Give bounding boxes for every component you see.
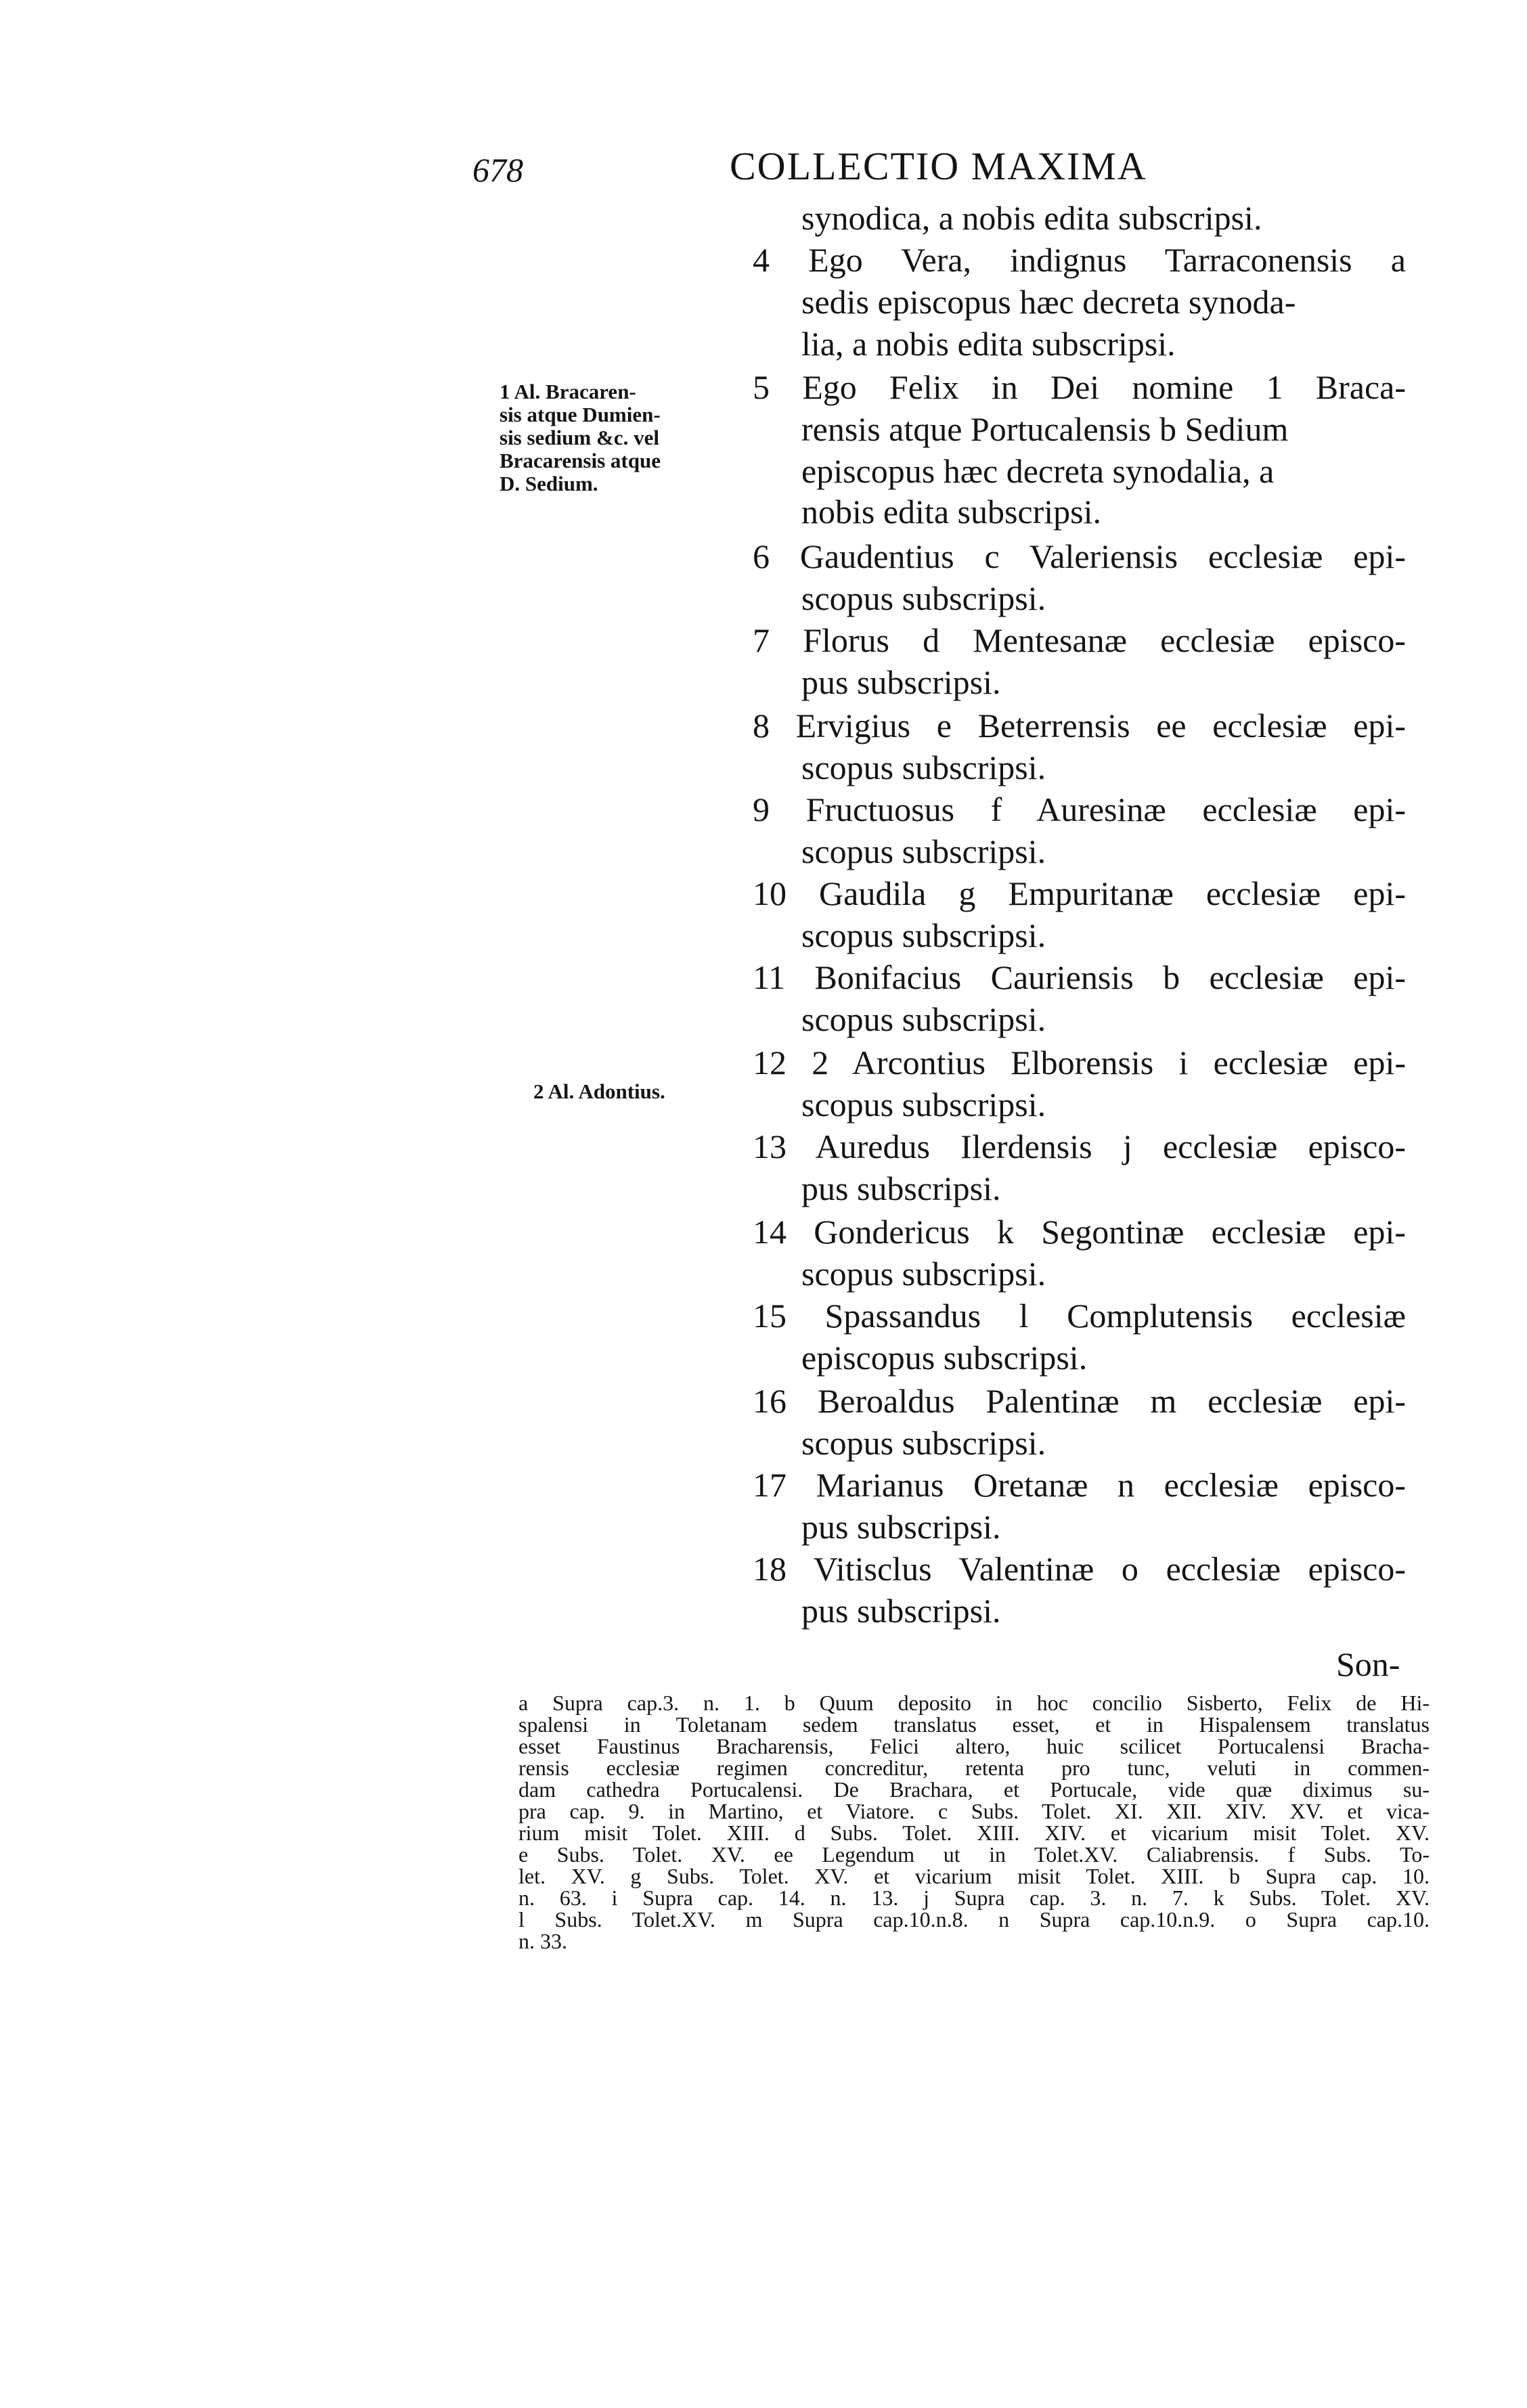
- text-line: 16 Beroaldus Palentinæ m ecclesiæ epi-: [753, 1382, 1406, 1420]
- margin-note-line: D. Sedium.: [500, 472, 598, 495]
- footnote-line: l Subs. Tolet.XV. m Supra cap.10.n.8. n Supra cap.10.n.9. o Supra cap.10.: [518, 1907, 1430, 1932]
- footnote-line: a Supra cap.3. n. 1. b Quum deposito in hoc concilio Sisberto, Felix de Hi-: [518, 1691, 1430, 1715]
- text-line: 12 2 Arcontius Elborensis i ecclesiæ epi-: [753, 1044, 1406, 1082]
- text-line: scopus subscripsi.: [801, 832, 1046, 870]
- text-line: 4 Ego Vera, indignus Tarraconensis a: [753, 241, 1406, 279]
- text-line: rensis atque Portucalensis b Sedium: [801, 410, 1289, 448]
- text-line: episcopus subscripsi.: [801, 1339, 1088, 1377]
- text-line: 10 Gaudila g Empuritanæ ecclesiæ epi-: [753, 874, 1406, 912]
- text-line: 13 Auredus Ilerdensis j ecclesiæ episco-: [753, 1128, 1406, 1165]
- margin-note-line: 1 Al. Bracaren-: [500, 380, 636, 403]
- footnote-line: let. XV. g Subs. Tolet. XV. et vicarium misit Tolet. XIII. b Supra cap. 10.: [518, 1864, 1430, 1888]
- text-line: scopus subscripsi.: [801, 1255, 1046, 1293]
- footnote-line: n. 33.: [518, 1929, 567, 1953]
- footnote-line: pra cap. 9. in Martino, et Viatore. c Subs. Tolet. XI. XII. XIV. XV. et vica-: [518, 1799, 1430, 1823]
- text-line: 17 Marianus Oretanæ n ecclesiæ episco-: [753, 1466, 1406, 1504]
- text-line: 8 Ervigius e Beterrensis ee ecclesiæ epi-: [753, 707, 1406, 744]
- text-line: 11 Bonifacius Cauriensis b ecclesiæ epi-: [753, 958, 1406, 996]
- margin-note-line: 2 Al. Adontius.: [533, 1079, 665, 1103]
- footnote-line: spalensi in Toletanam sedem translatus esset, et in Hispalensem translatus: [518, 1712, 1430, 1737]
- text-line: pus subscripsi.: [801, 1592, 1001, 1630]
- footnote-line: rium misit Tolet. XIII. d Subs. Tolet. XIII. XIV. et vicarium misit Tolet. XV.: [518, 1821, 1430, 1845]
- text-line: scopus subscripsi.: [801, 1000, 1046, 1038]
- margin-note-line: sis sedium &c. vel: [500, 426, 659, 449]
- text-line: 5 Ego Felix in Dei nomine 1 Braca-: [753, 368, 1406, 406]
- text-line: 9 Fructuosus f Auresinæ ecclesiæ epi-: [753, 790, 1406, 828]
- margin-note: [533, 1080, 757, 1103]
- margin-note: [500, 380, 723, 495]
- text-line: 15 Spassandus l Complutensis ecclesiæ: [753, 1297, 1406, 1335]
- footnote-line: esset Faustinus Bracharensis, Felici altero, huic scilicet Portucalensi Bracha-: [518, 1734, 1430, 1758]
- text-line: episcopus hæc decreta synodalia, a: [801, 452, 1275, 490]
- footnotes: [518, 1692, 1430, 1952]
- text-line: pus subscripsi.: [801, 1508, 1001, 1546]
- text-line: scopus subscripsi.: [801, 579, 1046, 617]
- footnote-line: rensis ecclesiæ regimen concreditur, retenta pro tunc, veluti in commen-: [518, 1756, 1430, 1780]
- text-line: lia, a nobis edita subscripsi.: [801, 325, 1176, 363]
- running-title: COLLECTIO MAXIMA: [730, 144, 1147, 188]
- footnote-line: n. 63. i Supra cap. 14. n. 13. j Supra cap. 3. n. 7. k Subs. Tolet. XV.: [518, 1886, 1430, 1910]
- text-line: pus subscripsi.: [801, 663, 1001, 701]
- text-line: sedis episcopus hæc decreta synoda-: [801, 283, 1296, 321]
- text-line: 18 Vitisclus Valentinæ o ecclesiæ episco-: [753, 1550, 1406, 1588]
- text-line: pus subscripsi.: [801, 1169, 1001, 1207]
- text-line: 6 Gaudentius c Valeriensis ecclesiæ epi-: [753, 537, 1406, 575]
- text-line: 14 Gondericus k Segontinæ ecclesiæ epi-: [753, 1213, 1406, 1251]
- margin-note-line: Bracarensis atque: [500, 449, 661, 472]
- margin-note-line: sis atque Dumien-: [500, 403, 661, 426]
- text-line: scopus subscripsi.: [801, 1424, 1046, 1462]
- footnote-line: dam cathedra Portucalensi. De Brachara, et Portucale, vide quæ diximus su-: [518, 1777, 1430, 1802]
- text-line: 7 Florus d Mentesanæ ecclesiæ episco-: [753, 621, 1406, 659]
- text-line: nobis edita subscripsi.: [801, 493, 1102, 531]
- text-line: scopus subscripsi.: [801, 916, 1046, 954]
- footnote-line: e Subs. Tolet. XV. ee Legendum ut in Tolet.XV. Caliabrensis. f Subs. To-: [518, 1842, 1430, 1867]
- text-line: synodica, a nobis edita subscripsi.: [801, 199, 1262, 237]
- page-number: 678: [472, 151, 523, 189]
- catchword: Son-: [1336, 1645, 1400, 1683]
- text-line: scopus subscripsi.: [801, 749, 1046, 786]
- text-line: scopus subscripsi.: [801, 1086, 1046, 1123]
